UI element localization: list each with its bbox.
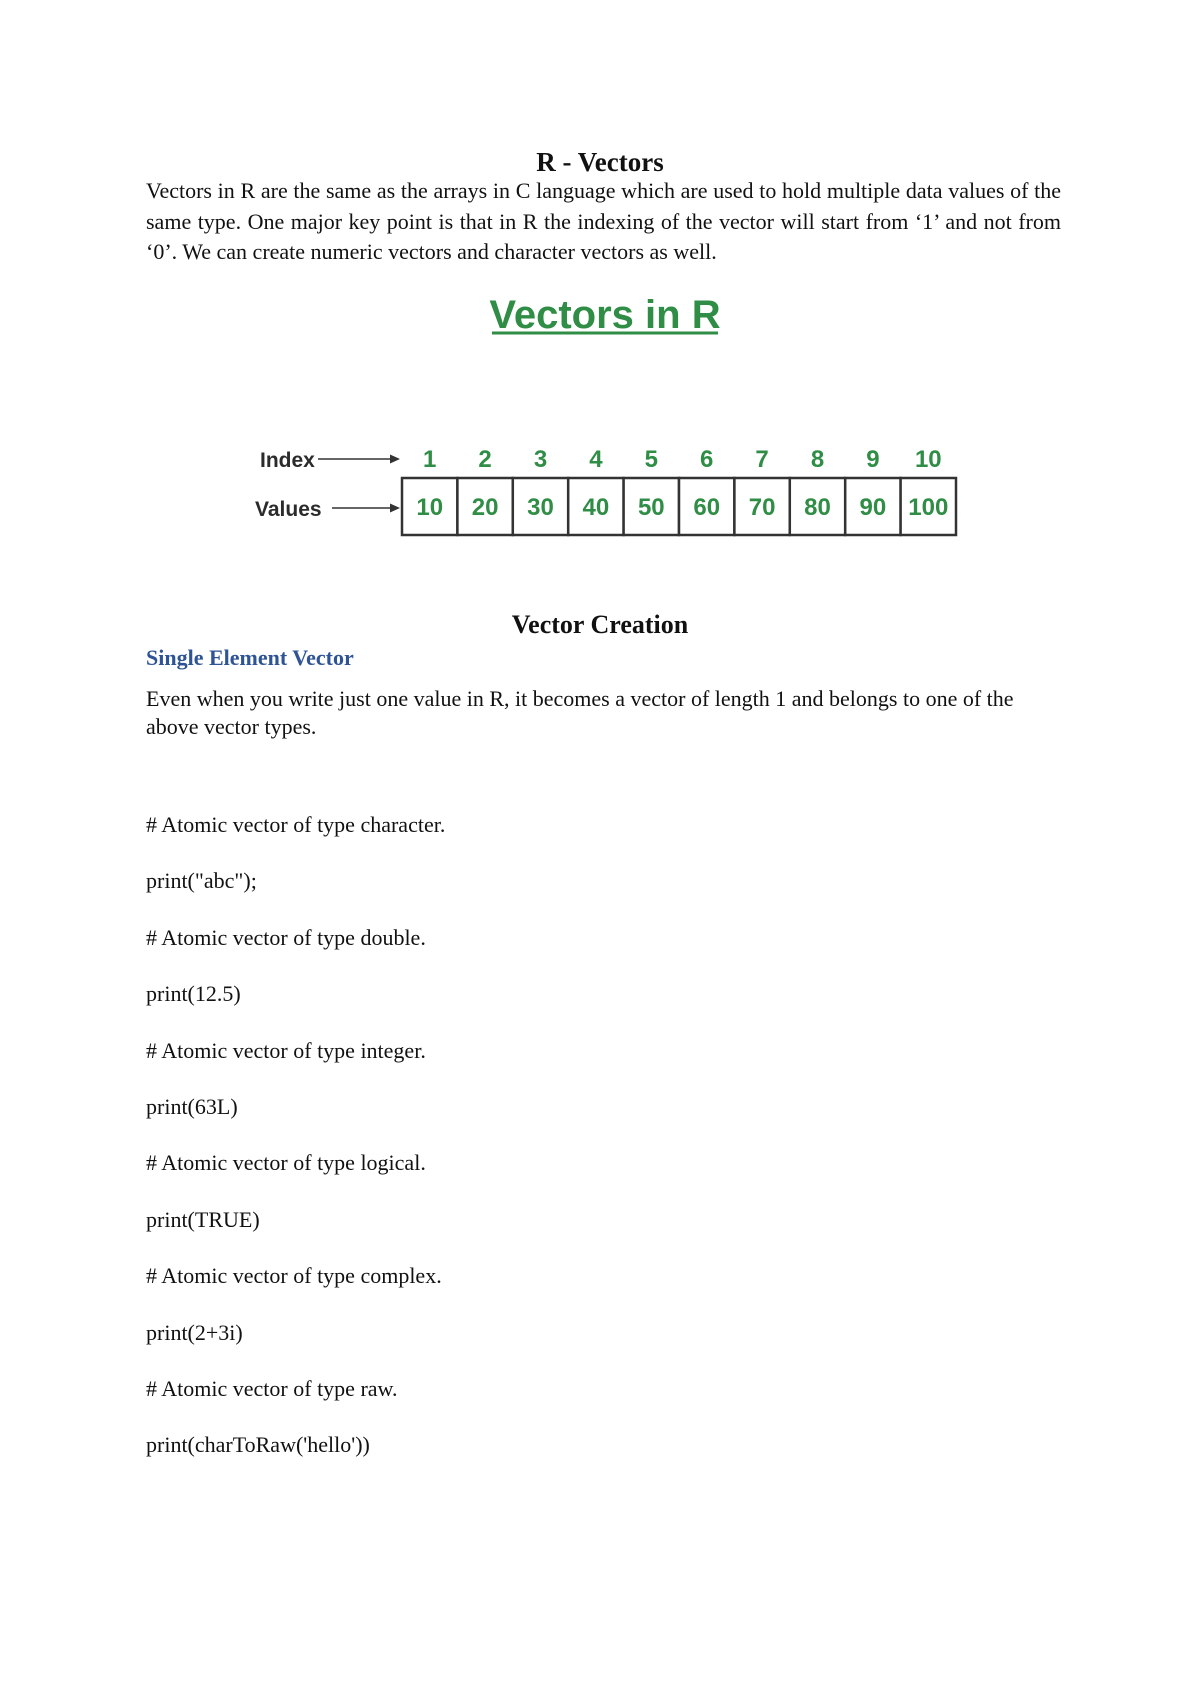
vector-value: 30 bbox=[527, 494, 554, 521]
document-title: R - Vectors bbox=[536, 147, 664, 177]
index-number: 6 bbox=[700, 446, 714, 473]
section-title: Vector Creation bbox=[511, 610, 689, 639]
section-description: Even when you write just one value in R, it becomes a vector of length 1 and belongs to one of the above vector types. bbox=[146, 686, 1014, 739]
index-number: 3 bbox=[533, 446, 548, 473]
code-statement-line: print(2+3i) bbox=[146, 1319, 243, 1345]
intro-paragraph: Vectors in R are the same as the arrays in C language which are used to hold multiple data values of the same type. One major key point is that in R the indexing of the vector will start from ‘1’ and not from ‘0’. We can create numeric vectors and character vectors as well. bbox=[146, 178, 1061, 264]
vector-value: 60 bbox=[693, 494, 721, 521]
code-comment-line: # Atomic vector of type double. bbox=[146, 924, 426, 950]
code-statement-line: print(63L) bbox=[146, 1094, 238, 1119]
values-arrow-head bbox=[390, 504, 400, 513]
code-statement-line: print(12.5) bbox=[146, 981, 241, 1007]
vector-value: 10 bbox=[416, 494, 444, 521]
code-statement-line: print(TRUE) bbox=[146, 1206, 260, 1232]
code-comment-line: # Atomic vector of type integer. bbox=[146, 1037, 426, 1063]
vector-value: 50 bbox=[637, 494, 665, 521]
vector-cells bbox=[402, 446, 956, 535]
code-statement-line: print(charToRaw('hello')) bbox=[146, 1432, 370, 1458]
figure-title: Vectors in R bbox=[489, 293, 721, 337]
index-number: 8 bbox=[810, 446, 825, 473]
index-arrow-head bbox=[390, 455, 400, 464]
index-number: 4 bbox=[589, 446, 603, 473]
vector-value: 40 bbox=[582, 494, 610, 521]
subsection-title: Single Element Vector bbox=[146, 645, 354, 670]
code-comment-line: # Atomic vector of type character. bbox=[146, 812, 446, 837]
index-number: 9 bbox=[866, 446, 880, 473]
index-number: 10 bbox=[914, 446, 942, 473]
code-comment-line: # Atomic vector of type raw. bbox=[146, 1376, 398, 1401]
code-comment-line: # Atomic vector of type logical. bbox=[146, 1150, 426, 1176]
vector-value: 20 bbox=[471, 494, 499, 521]
vector-value: 80 bbox=[804, 494, 831, 521]
vector-value: 100 bbox=[908, 494, 949, 521]
vector-value: 90 bbox=[859, 494, 887, 521]
code-statement-line: print("abc"); bbox=[146, 868, 257, 894]
code-comment-line: # Atomic vector of type complex. bbox=[146, 1263, 442, 1289]
index-number: 1 bbox=[423, 446, 437, 473]
index-number: 7 bbox=[755, 446, 769, 473]
values-label: Values bbox=[255, 498, 322, 521]
index-number: 5 bbox=[644, 446, 658, 473]
vector-value: 70 bbox=[748, 494, 776, 521]
index-number: 2 bbox=[478, 446, 492, 473]
index-label: Index bbox=[260, 449, 315, 472]
